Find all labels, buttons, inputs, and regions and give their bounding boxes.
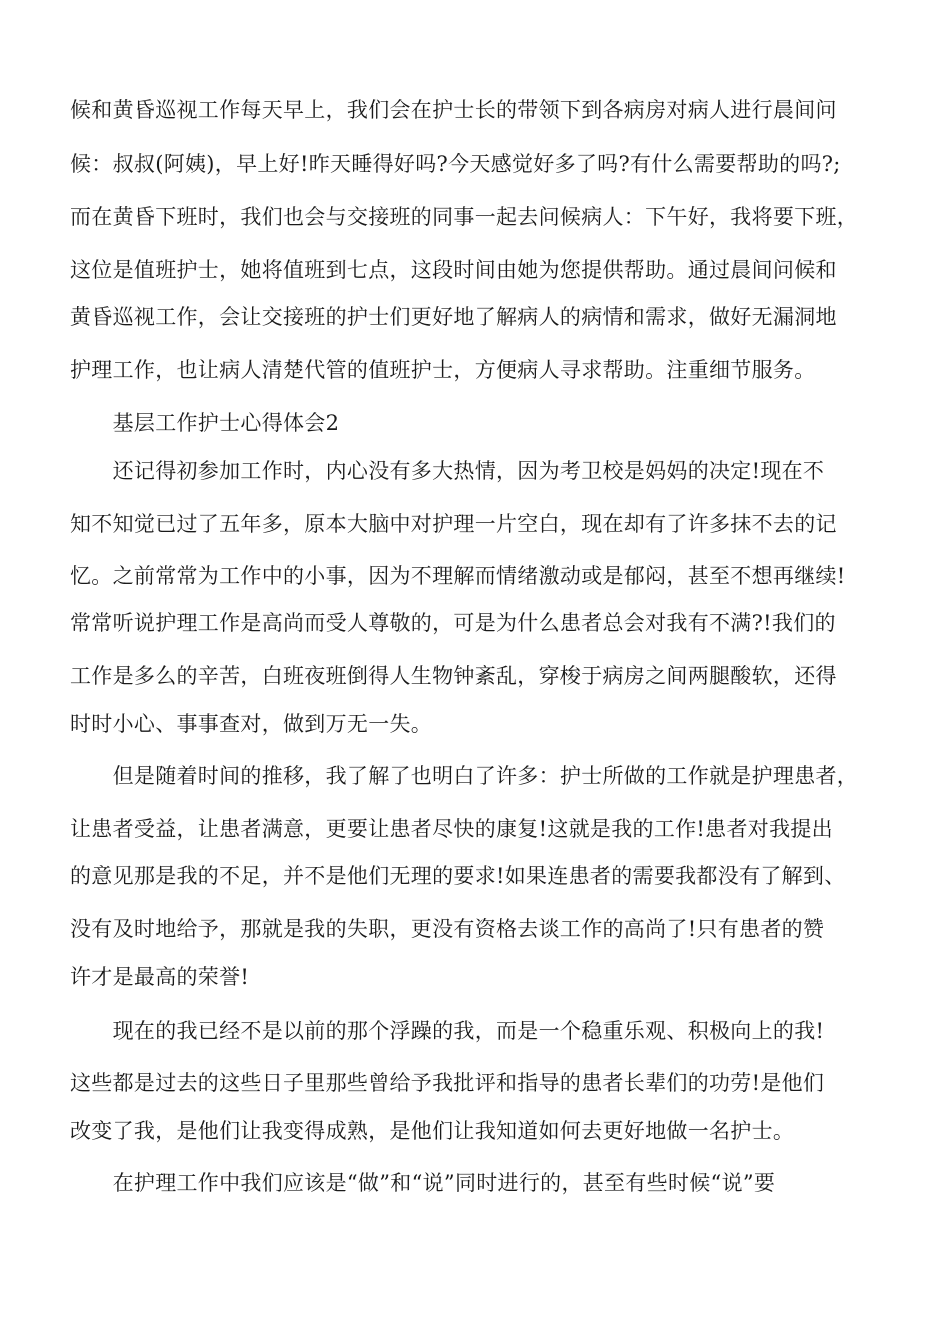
text-line: 候：叔叔(阿姨)，早上好!昨天睡得好吗?今天感觉好多了吗?有什么需要帮助的吗?; — [70, 152, 841, 176]
text-line: 还记得初参加工作时，内心没有多大热情，因为考卫校是妈妈的决定!现在不 — [70, 459, 825, 483]
text-line: 工作是多么的辛苦，白班夜班倒得人生物钟紊乱，穿梭于病房之间两腿酸软，还得 — [70, 664, 837, 688]
text-line: 但是随着时间的推移，我了解了也明白了许多：护士所做的工作就是护理患者， — [70, 764, 859, 788]
text-line: 没有及时地给予，那就是我的失职，更没有资格去谈工作的高尚了!只有患者的赞 — [70, 917, 825, 941]
text-line: 黄昏巡视工作，会让交接班的护士们更好地了解病人的病情和需求，做好无漏洞地 — [70, 305, 837, 329]
text-line: 时时小心、事事查对，做到万无一失。 — [70, 712, 433, 736]
text-line: 许才是最高的荣誉! — [70, 965, 250, 989]
text-line: 而在黄昏下班时，我们也会与交接班的同事一起去问候病人：下午好，我将要下班， — [70, 205, 859, 229]
text-line: 现在的我已经不是以前的那个浮躁的我，而是一个稳重乐观、积极向上的我! — [70, 1019, 825, 1043]
text-line: 这位是值班护士，她将值班到七点，这段时间由她为您提供帮助。通过晨间问候和 — [70, 258, 837, 282]
text-line: 忆。之前常常为工作中的小事，因为不理解而情绪激动或是郁闷，甚至不想再继续! — [70, 564, 846, 588]
text-line: 让患者受益，让患者满意，更要让患者尽快的康复!这就是我的工作!患者对我提出 — [70, 817, 833, 841]
text-line: 知不知觉已过了五年多，原本大脑中对护理一片空白，现在却有了许多抹不去的记 — [70, 512, 837, 536]
text-line: 护理工作，也让病人清楚代管的值班护士，方便病人寻求帮助。注重细节服务。 — [70, 358, 816, 382]
text-line: 的意见那是我的不足，并不是他们无理的要求!如果连患者的需要我都没有了解到、 — [70, 864, 846, 888]
text-line: 在护理工作中我们应该是“做”和“说”同时进行的，甚至有些时候“说”要 — [70, 1171, 776, 1195]
section-heading: 基层工作护士心得体会2 — [70, 411, 340, 435]
text-line: 这些都是过去的这些日子里那些曾给予我批评和指导的患者长辈们的功劳!是他们 — [70, 1071, 825, 1095]
text-line: 改变了我，是他们让我变得成熟，是他们让我知道如何去更好地做一名护士。 — [70, 1119, 795, 1143]
text-line: 候和黄昏巡视工作每天早上，我们会在护士长的带领下到各病房对病人进行晨间问 — [70, 98, 837, 122]
text-line: 常常听说护理工作是高尚而受人尊敬的，可是为什么患者总会对我有不满?!我们的 — [70, 611, 836, 635]
